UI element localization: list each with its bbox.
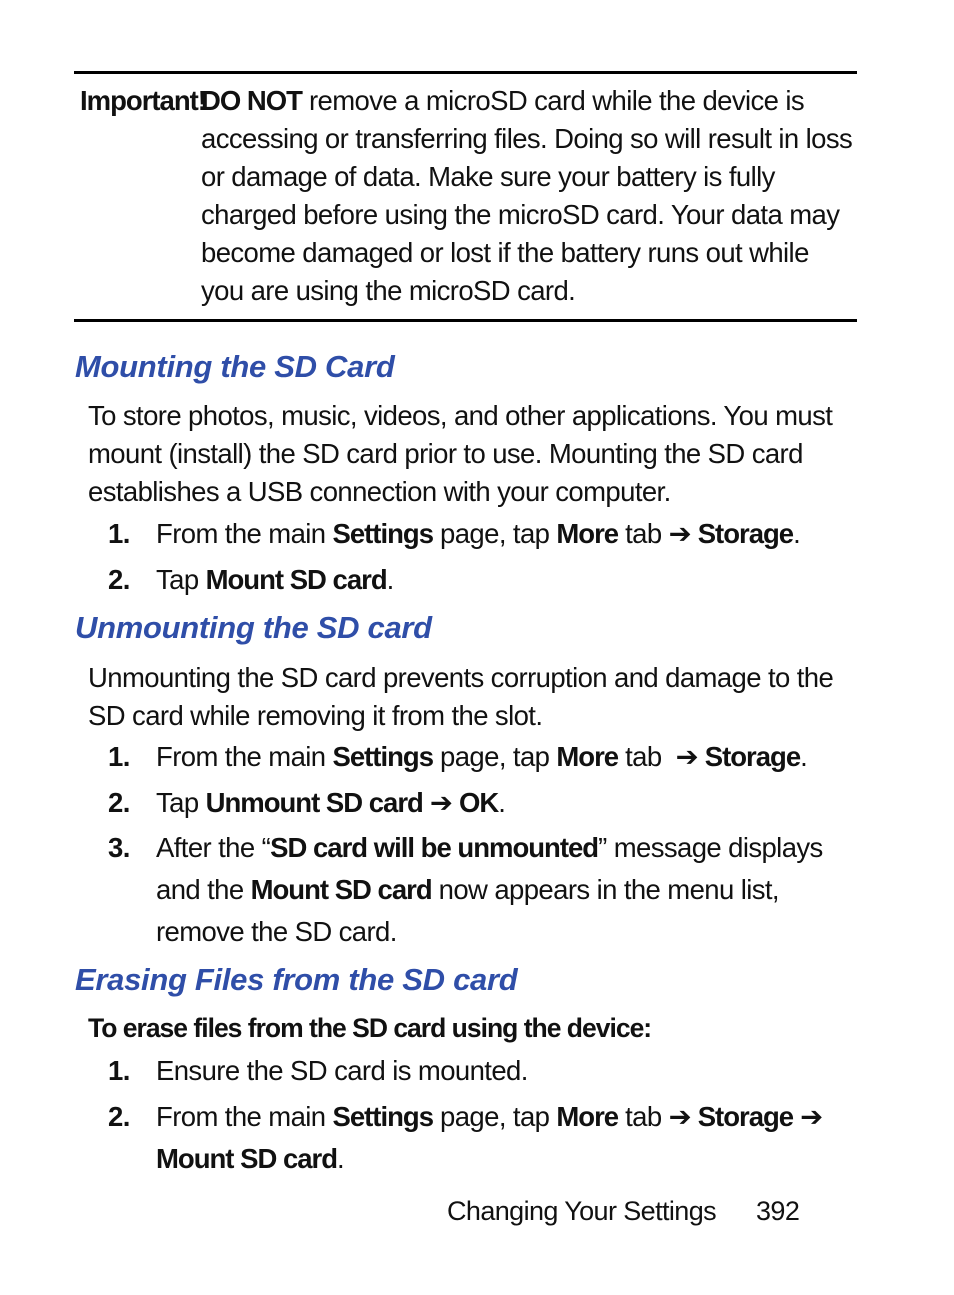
step-number: 2. [108, 787, 130, 818]
step-text: tab [618, 518, 669, 549]
more-term: More [556, 518, 619, 549]
step-text: . [498, 787, 506, 818]
arrow-icon: ➔ [429, 787, 452, 818]
erasing-step-2 [108, 1096, 848, 1180]
step-text: From the main [156, 1101, 333, 1132]
mounting-step-1 [108, 513, 848, 555]
important-label: Important! [80, 85, 206, 116]
step-text: . [800, 741, 808, 772]
important-body: remove a microSD card while the device is accessing or transferring files. Doing so will result in loss or damage of data. Make sure your battery is fully charged before using the microSD card. Your data may become damaged or lost if the battery runs out while you are using the microSD card. [201, 85, 853, 306]
step-text: Tap [156, 564, 206, 595]
footer-section-title: Changing Your Settings [447, 1196, 717, 1226]
heading-erasing: Erasing Files from the SD card [75, 962, 518, 997]
step-number: 3. [108, 832, 130, 863]
important-note [80, 82, 855, 310]
unmounting-step-2 [108, 782, 848, 824]
arrow-icon: ➔ [800, 1101, 823, 1132]
step-text: ” message displays and the [156, 832, 823, 905]
ok-term: OK [458, 787, 499, 818]
step-number: 2. [108, 564, 130, 595]
heading-unmounting: Unmounting the SD card [75, 610, 432, 645]
step-text: After the “ [156, 832, 271, 863]
important-emphasis: DO NOT [201, 85, 302, 116]
storage-term: Storage [704, 741, 801, 772]
more-term: More [556, 741, 619, 772]
step-text: tab [618, 1101, 669, 1132]
step-text: tab [618, 741, 676, 772]
arrow-icon: ➔ [668, 1101, 691, 1132]
mounting-paragraph: To store photos, music, videos, and other applications. You must mount (install) the SD card prior to use. Mounting the SD card establishes a USB connection with your computer. [88, 400, 833, 507]
step-number: 1. [108, 1055, 130, 1086]
heading-mounting: Mounting the SD Card [75, 349, 395, 384]
step-text: . [793, 518, 801, 549]
step-text: now appears in the menu list, remove the SD card. [156, 874, 779, 947]
mount-sd-card-term: Mount SD card [250, 874, 432, 905]
settings-term: Settings [332, 518, 433, 549]
step-text: page, tap [433, 741, 557, 772]
mounting-step-2 [108, 559, 848, 601]
step-text: . [337, 1143, 345, 1174]
step-text: page, tap [433, 1101, 557, 1132]
step-text: From the main [156, 741, 333, 772]
arrow-icon: ➔ [668, 518, 691, 549]
important-text [201, 82, 855, 310]
more-term: More [556, 1101, 619, 1132]
step-number: 2. [108, 1101, 130, 1132]
mount-sd-card-term: Mount SD card [205, 564, 387, 595]
storage-term: Storage [697, 518, 794, 549]
unmount-sd-card-term: Unmount SD card [205, 787, 423, 818]
unmount-message-term: SD card will be unmounted [270, 832, 599, 863]
step-number: 1. [108, 741, 130, 772]
step-text: . [386, 564, 394, 595]
unmounting-paragraph: Unmounting the SD card prevents corruption and damage to the SD card while removing it from the slot. [88, 662, 834, 731]
step-number: 1. [108, 518, 130, 549]
storage-term: Storage [697, 1101, 794, 1132]
note-bottom-rule [74, 319, 857, 322]
page-number: 392 [756, 1196, 800, 1226]
erasing-lead: To erase files from the SD card using the device: [88, 1013, 652, 1043]
step-text: Tap [156, 787, 206, 818]
unmounting-step-1 [108, 736, 848, 778]
settings-term: Settings [332, 1101, 433, 1132]
mount-sd-card-term: Mount SD card [156, 1143, 338, 1174]
note-top-rule [74, 71, 857, 74]
step-text: page, tap [433, 518, 557, 549]
step-text: Ensure the SD card is mounted. [156, 1055, 528, 1086]
arrow-icon: ➔ [675, 741, 698, 772]
step-text: From the main [156, 518, 333, 549]
unmounting-step-3 [108, 827, 848, 953]
erasing-step-1 [108, 1050, 848, 1092]
settings-term: Settings [332, 741, 433, 772]
